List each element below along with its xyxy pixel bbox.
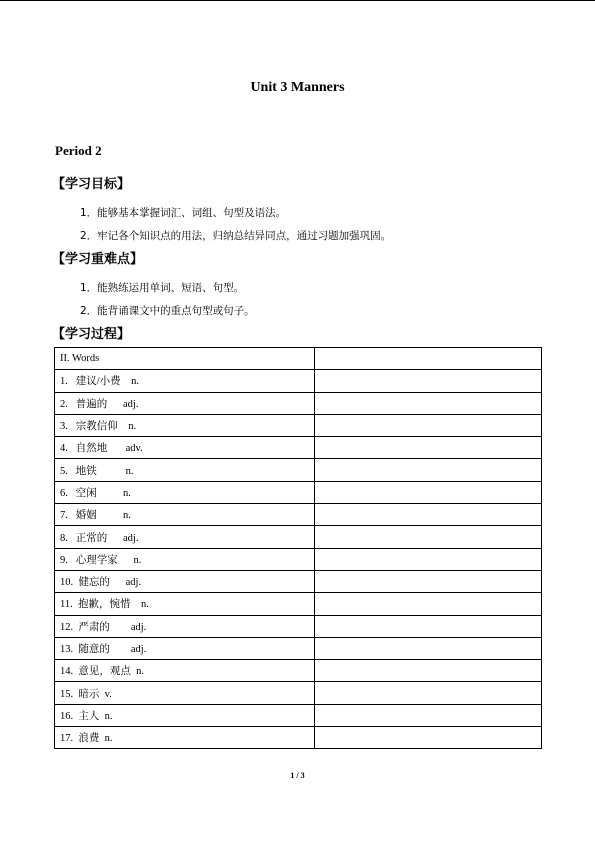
goal-item-1: 1．能够基本掌握词汇、词组、句型及语法。 (80, 207, 287, 219)
goal-item-2: 2．牢记各个知识点的用法，归纳总结异同点，通过习题加强巩固。 (80, 230, 392, 242)
word-prompt: 15. 暗示 v. (55, 682, 315, 704)
word-prompt: 3. 宗教信仰 n. (55, 414, 315, 436)
table-header-cell: II. Words (55, 348, 315, 370)
answer-cell[interactable] (315, 348, 542, 370)
table-row (55, 370, 542, 392)
answer-cell[interactable] (315, 727, 542, 749)
table-header-row (55, 348, 542, 370)
word-prompt: 10. 健忘的 adj. (55, 570, 315, 592)
word-prompt: 6. 空闲 n. (55, 481, 315, 503)
answer-cell[interactable] (315, 704, 542, 726)
word-prompt: 13. 随意的 adj. (55, 637, 315, 659)
word-prompt: 16. 主人 n. (55, 704, 315, 726)
word-prompt: 8. 正常的 adj. (55, 526, 315, 548)
words-table (54, 347, 542, 749)
answer-cell[interactable] (315, 593, 542, 615)
word-prompt: 14. 意见，观点 n. (55, 660, 315, 682)
answer-cell[interactable] (315, 660, 542, 682)
word-prompt: 5. 地铁 n. (55, 459, 315, 481)
table-row (55, 392, 542, 414)
page-title: Unit 3 Manners (250, 80, 345, 95)
word-prompt: 1. 建议/小费 n. (55, 370, 315, 392)
table-row (55, 615, 542, 637)
table-row (55, 704, 542, 726)
table-row (55, 437, 542, 459)
table-row (55, 481, 542, 503)
table-row (55, 682, 542, 704)
answer-cell[interactable] (315, 615, 542, 637)
answer-cell[interactable] (315, 682, 542, 704)
word-prompt: 7. 婚姻 n. (55, 504, 315, 526)
process-heading: 【学习过程】 (52, 327, 131, 342)
answer-cell[interactable] (315, 526, 542, 548)
page-number: 1 / 3 (290, 771, 305, 780)
answer-cell[interactable] (315, 481, 542, 503)
table-row (55, 548, 542, 570)
word-prompt: 11. 抱歉，惋惜 n. (55, 593, 315, 615)
goals-heading: 【学习目标】 (52, 177, 131, 192)
table-row (55, 660, 542, 682)
table-row (55, 414, 542, 436)
table-row (55, 526, 542, 548)
word-prompt: 9. 心理学家 n. (55, 548, 315, 570)
answer-cell[interactable] (315, 414, 542, 436)
top-rule (0, 0, 595, 1)
answer-cell[interactable] (315, 370, 542, 392)
key-point-item-1: 1．能熟练运用单词、短语、句型。 (80, 282, 245, 294)
table-row (55, 459, 542, 481)
table-row (55, 727, 542, 749)
table-row (55, 637, 542, 659)
table-row (55, 570, 542, 592)
period-label: Period 2 (55, 143, 102, 158)
answer-cell[interactable] (315, 504, 542, 526)
word-prompt: 4. 自然地 adv. (55, 437, 315, 459)
table-row (55, 504, 542, 526)
answer-cell[interactable] (315, 548, 542, 570)
answer-cell[interactable] (315, 459, 542, 481)
word-prompt: 17. 浪费 n. (55, 727, 315, 749)
answer-cell[interactable] (315, 437, 542, 459)
answer-cell[interactable] (315, 392, 542, 414)
word-prompt: 2. 普遍的 adj. (55, 392, 315, 414)
table-row (55, 593, 542, 615)
key-points-heading: 【学习重难点】 (52, 252, 144, 267)
answer-cell[interactable] (315, 570, 542, 592)
answer-cell[interactable] (315, 637, 542, 659)
word-prompt: 12. 严肃的 adj. (55, 615, 315, 637)
key-point-item-2: 2．能背诵课文中的重点句型或句子。 (80, 305, 255, 317)
